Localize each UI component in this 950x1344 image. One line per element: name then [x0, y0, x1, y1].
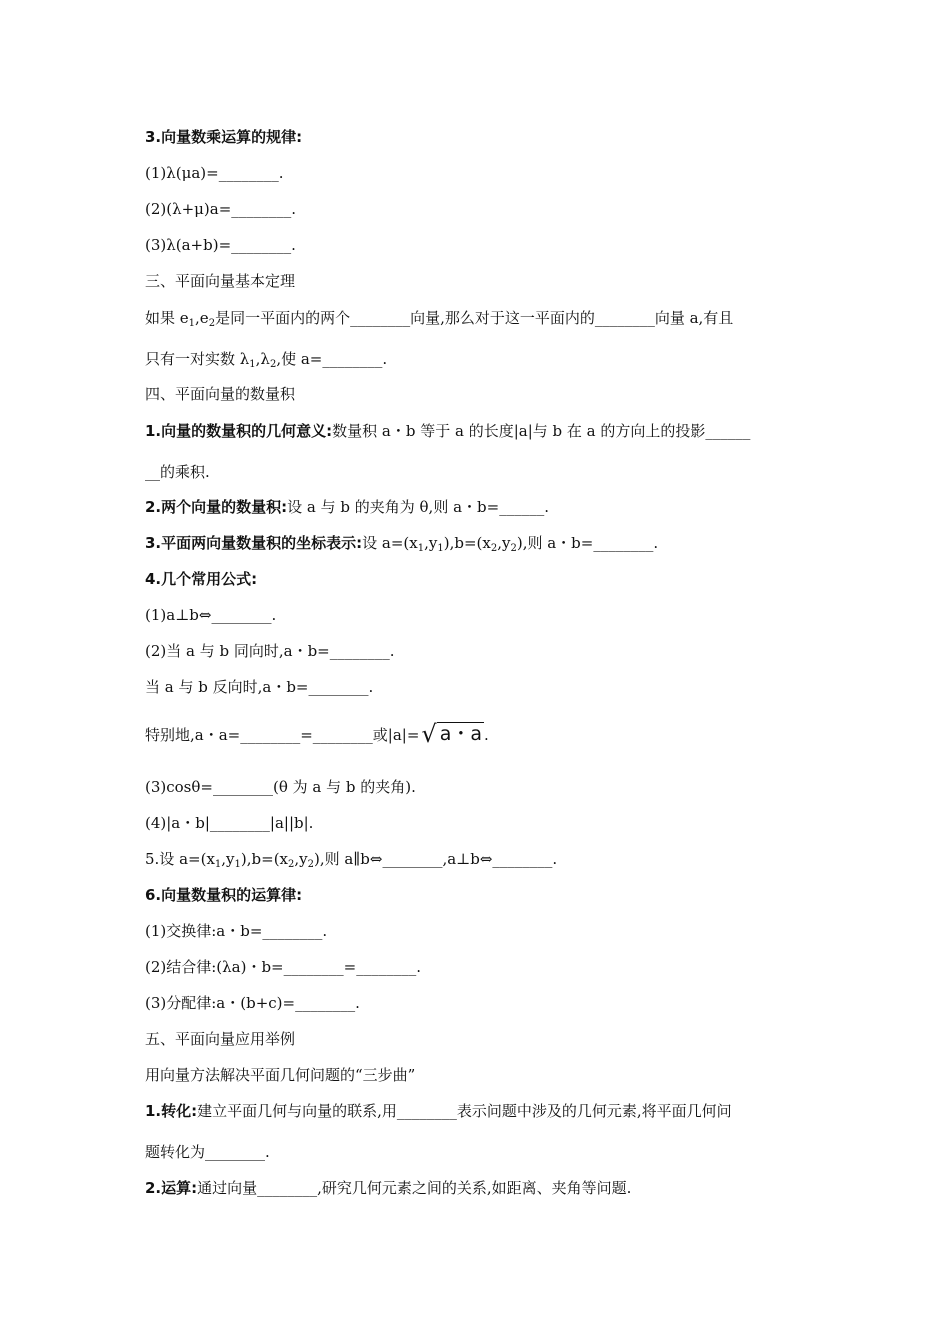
formula-2b: 当 a 与 b 反向时,a・b=________.: [145, 678, 374, 696]
bold-label: 1.向量的数量积的几何意义:: [145, 422, 333, 440]
subscript: 2: [208, 318, 216, 329]
text-run: 设 a=(x: [362, 534, 418, 552]
step-1-line-2: 题转化为________.: [145, 1143, 270, 1161]
text-run: 建立平面几何与向量的联系,用________表示问题中涉及的几何元素,将平面几何问: [197, 1102, 732, 1120]
text-run: ,λ: [255, 350, 270, 368]
dot-geometric-meaning-line-2: __的乘积.: [145, 463, 210, 481]
subscript: 2: [288, 859, 295, 870]
bold-label: 2.两个向量的数量积:: [145, 498, 288, 516]
basis-theorem-line-1: [145, 308, 733, 328]
text-run: 只有一对实数 λ: [145, 350, 250, 368]
section-heading-5: 五、平面向量应用举例: [145, 1030, 296, 1048]
dot-geometric-meaning-line-1: [145, 421, 750, 441]
text-run: ),则 a∥b⇔________,a⊥b⇔________.: [314, 850, 558, 868]
text-run: ),则 a・b=________.: [516, 534, 659, 552]
formula-4: (4)|a・b|________|a||b|.: [145, 814, 314, 832]
section-heading-4: 四、平面向量的数量积: [145, 385, 296, 403]
square-root-expression: [421, 720, 484, 748]
rule-title: 3.向量数乘运算的规律:: [145, 128, 303, 146]
subscript: 2: [307, 859, 315, 870]
subscript: 2: [510, 543, 517, 554]
rule-1: (1)λ(μa)=________.: [145, 164, 284, 182]
subscript: 2: [490, 543, 498, 554]
text-run: ,使 a=________.: [276, 350, 388, 368]
bold-label: 1.转化:: [145, 1102, 198, 1120]
operation-law-1: (1)交换律:a・b=________.: [145, 922, 328, 940]
text-run: .: [484, 726, 489, 744]
subscript: 1: [188, 318, 196, 329]
subscript: 1: [234, 859, 241, 870]
formula-1: (1)a⊥b⇔________.: [145, 606, 277, 624]
application-intro: 用向量方法解决平面几何问题的“三步曲”: [145, 1066, 416, 1084]
subscript: 1: [214, 859, 222, 870]
operation-law-3: (3)分配律:a・(b+c)=________.: [145, 994, 360, 1012]
text-run: ,e: [195, 309, 209, 327]
subscript: 1: [249, 359, 256, 370]
formula-3: (3)cosθ=________(θ 为 a 与 b 的夹角).: [145, 778, 416, 796]
text-run: ),b=(x: [443, 534, 491, 552]
step-2: [145, 1178, 631, 1198]
radical-sign-icon: √: [421, 720, 437, 748]
section-heading-3: 三、平面向量基本定理: [145, 272, 296, 290]
operation-law-2: (2)结合律:(λa)・b=________=________.: [145, 958, 421, 976]
subscript: 1: [417, 543, 425, 554]
step-1-line-1: [145, 1101, 732, 1121]
dot-product-definition: [145, 497, 549, 517]
dot-product-coordinates: [145, 533, 658, 553]
rule-2: (2)(λ+μ)a=________.: [145, 200, 297, 218]
formula-2: (2)当 a 与 b 同向时,a・b=________.: [145, 642, 395, 660]
rule-3: (3)λ(a+b)=________.: [145, 236, 296, 254]
text-run: ,y: [424, 534, 438, 552]
bold-label: 3.平面两向量数量积的坐标表示:: [145, 534, 363, 552]
radicand: a・a: [437, 722, 484, 745]
formula-2c: [145, 720, 489, 748]
bold-label: 2.运算:: [145, 1179, 198, 1197]
formulas-title: 4.几个常用公式:: [145, 570, 258, 588]
text-run: ,y: [221, 850, 235, 868]
text-run: ),b=(x: [240, 850, 289, 868]
text-run: 5.设 a=(x: [145, 850, 215, 868]
text-run: 通过向量________,研究几何元素之间的关系,如距离、夹角等问题.: [197, 1179, 632, 1197]
text-run: 是同一平面内的两个________向量,那么对于这一平面内的________向量 a,有且: [215, 309, 734, 327]
basis-theorem-line-2: [145, 349, 387, 369]
operation-laws-title: 6.向量数量积的运算律:: [145, 886, 303, 904]
subscript: 1: [437, 543, 444, 554]
text-run: ,y: [294, 850, 308, 868]
formula-5: [145, 849, 557, 869]
text-run: 数量积 a・b 等于 a 的长度|a|与 b 在 a 的方向上的投影______: [332, 422, 751, 440]
text-run: 如果 e: [145, 309, 189, 327]
subscript: 2: [269, 359, 277, 370]
text-run: 设 a 与 b 的夹角为 θ,则 a・b=______.: [287, 498, 549, 516]
text-run: ,y: [497, 534, 511, 552]
text-run: 特别地,a・a=________=________或|a|=: [145, 726, 420, 744]
